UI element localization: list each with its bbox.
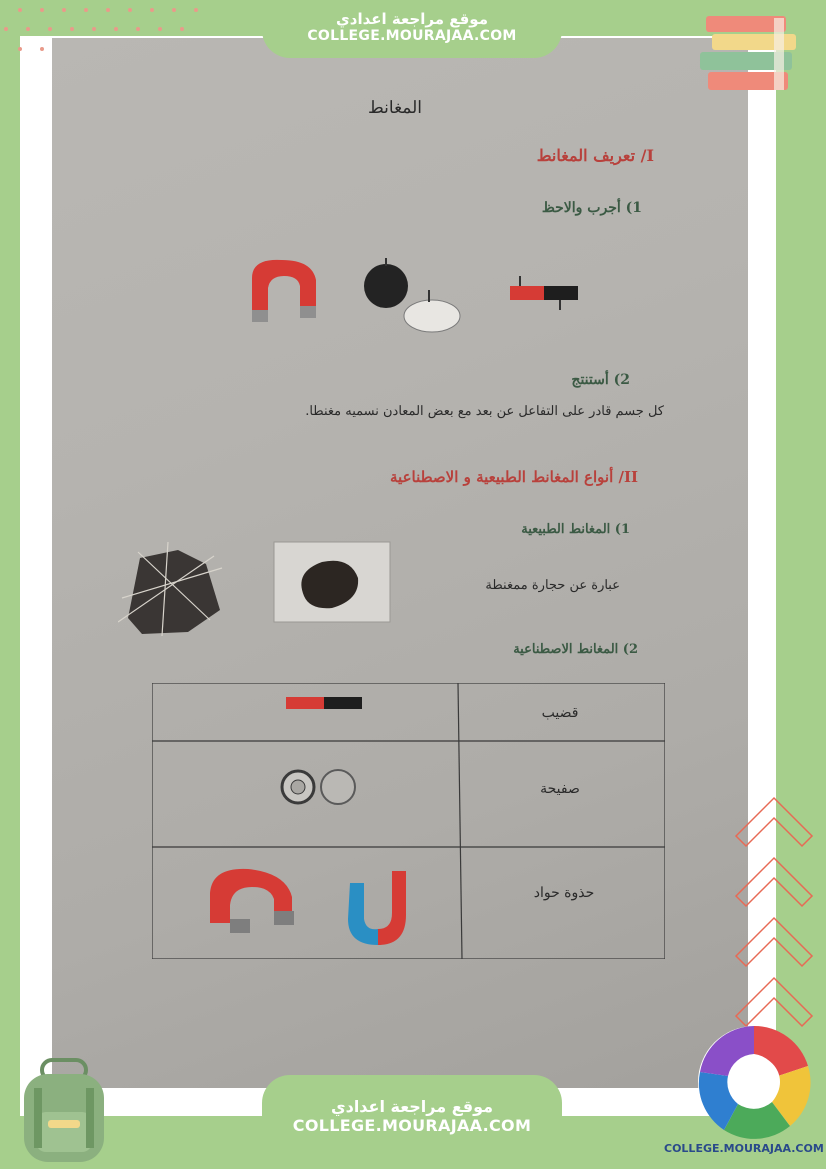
experiment-images <box>242 238 592 348</box>
section2-heading: II/ أنواع المغانط الطبيعية و الاصطناعية <box>390 468 638 486</box>
site-url[interactable]: COLLEGE.MOURAJAA.COM <box>307 28 517 44</box>
doc-title: المغانط <box>368 98 422 118</box>
disc-magnet-icon <box>364 258 460 332</box>
s1-q2: 2) أستنتج <box>571 372 630 388</box>
natural-magnet-images <box>118 538 408 638</box>
s2-q1: 1) المغانط الطبيعية <box>521 522 630 537</box>
site-header-banner <box>262 0 562 58</box>
table-row-label: صفيحة <box>540 781 580 797</box>
site-name: موقع مراجعة اعدادي <box>330 1097 494 1116</box>
backpack-icon <box>14 1058 114 1166</box>
artificial-magnets-table <box>152 683 665 959</box>
rock-with-pins-icon <box>118 542 222 636</box>
site-name: موقع مراجعة اعدادي <box>336 10 488 28</box>
s2-natural-desc: عبارة عن حجارة ممغنطة <box>485 578 620 593</box>
chevron-decoration-icon <box>730 790 820 1040</box>
lodestone-photo-icon <box>274 542 390 622</box>
books-stack-icon <box>694 12 804 96</box>
horseshoe-magnet-red-icon <box>210 869 294 933</box>
bar-magnet-icon <box>510 276 578 310</box>
site-url[interactable]: COLLEGE.MOURAJAA.COM <box>292 1116 532 1135</box>
logo-url-text: COLLEGE.MOURAJAA.COM <box>664 1142 824 1155</box>
s2-q2: 2) المغانط الاصطناعية <box>513 642 638 657</box>
site-footer-banner <box>262 1075 562 1169</box>
section1-heading: I/ تعريف المغانط <box>536 146 654 165</box>
school-logo-icon <box>694 1020 818 1140</box>
disc-magnet-icon <box>282 770 355 804</box>
horseshoe-magnet-blue-red-icon <box>348 871 406 945</box>
horseshoe-magnet-icon <box>252 260 316 322</box>
s1-conclusion: كل جسم قادر على التفاعل عن بعد مع بعض المعادن نسميه مغنطا. <box>305 404 664 419</box>
table-row-label: قضيب <box>541 705 579 721</box>
table-row-label: حذوة حواد <box>533 885 595 901</box>
bar-magnet-icon <box>286 697 362 709</box>
s1-q1: 1) أجرب والاحظ <box>541 200 642 216</box>
